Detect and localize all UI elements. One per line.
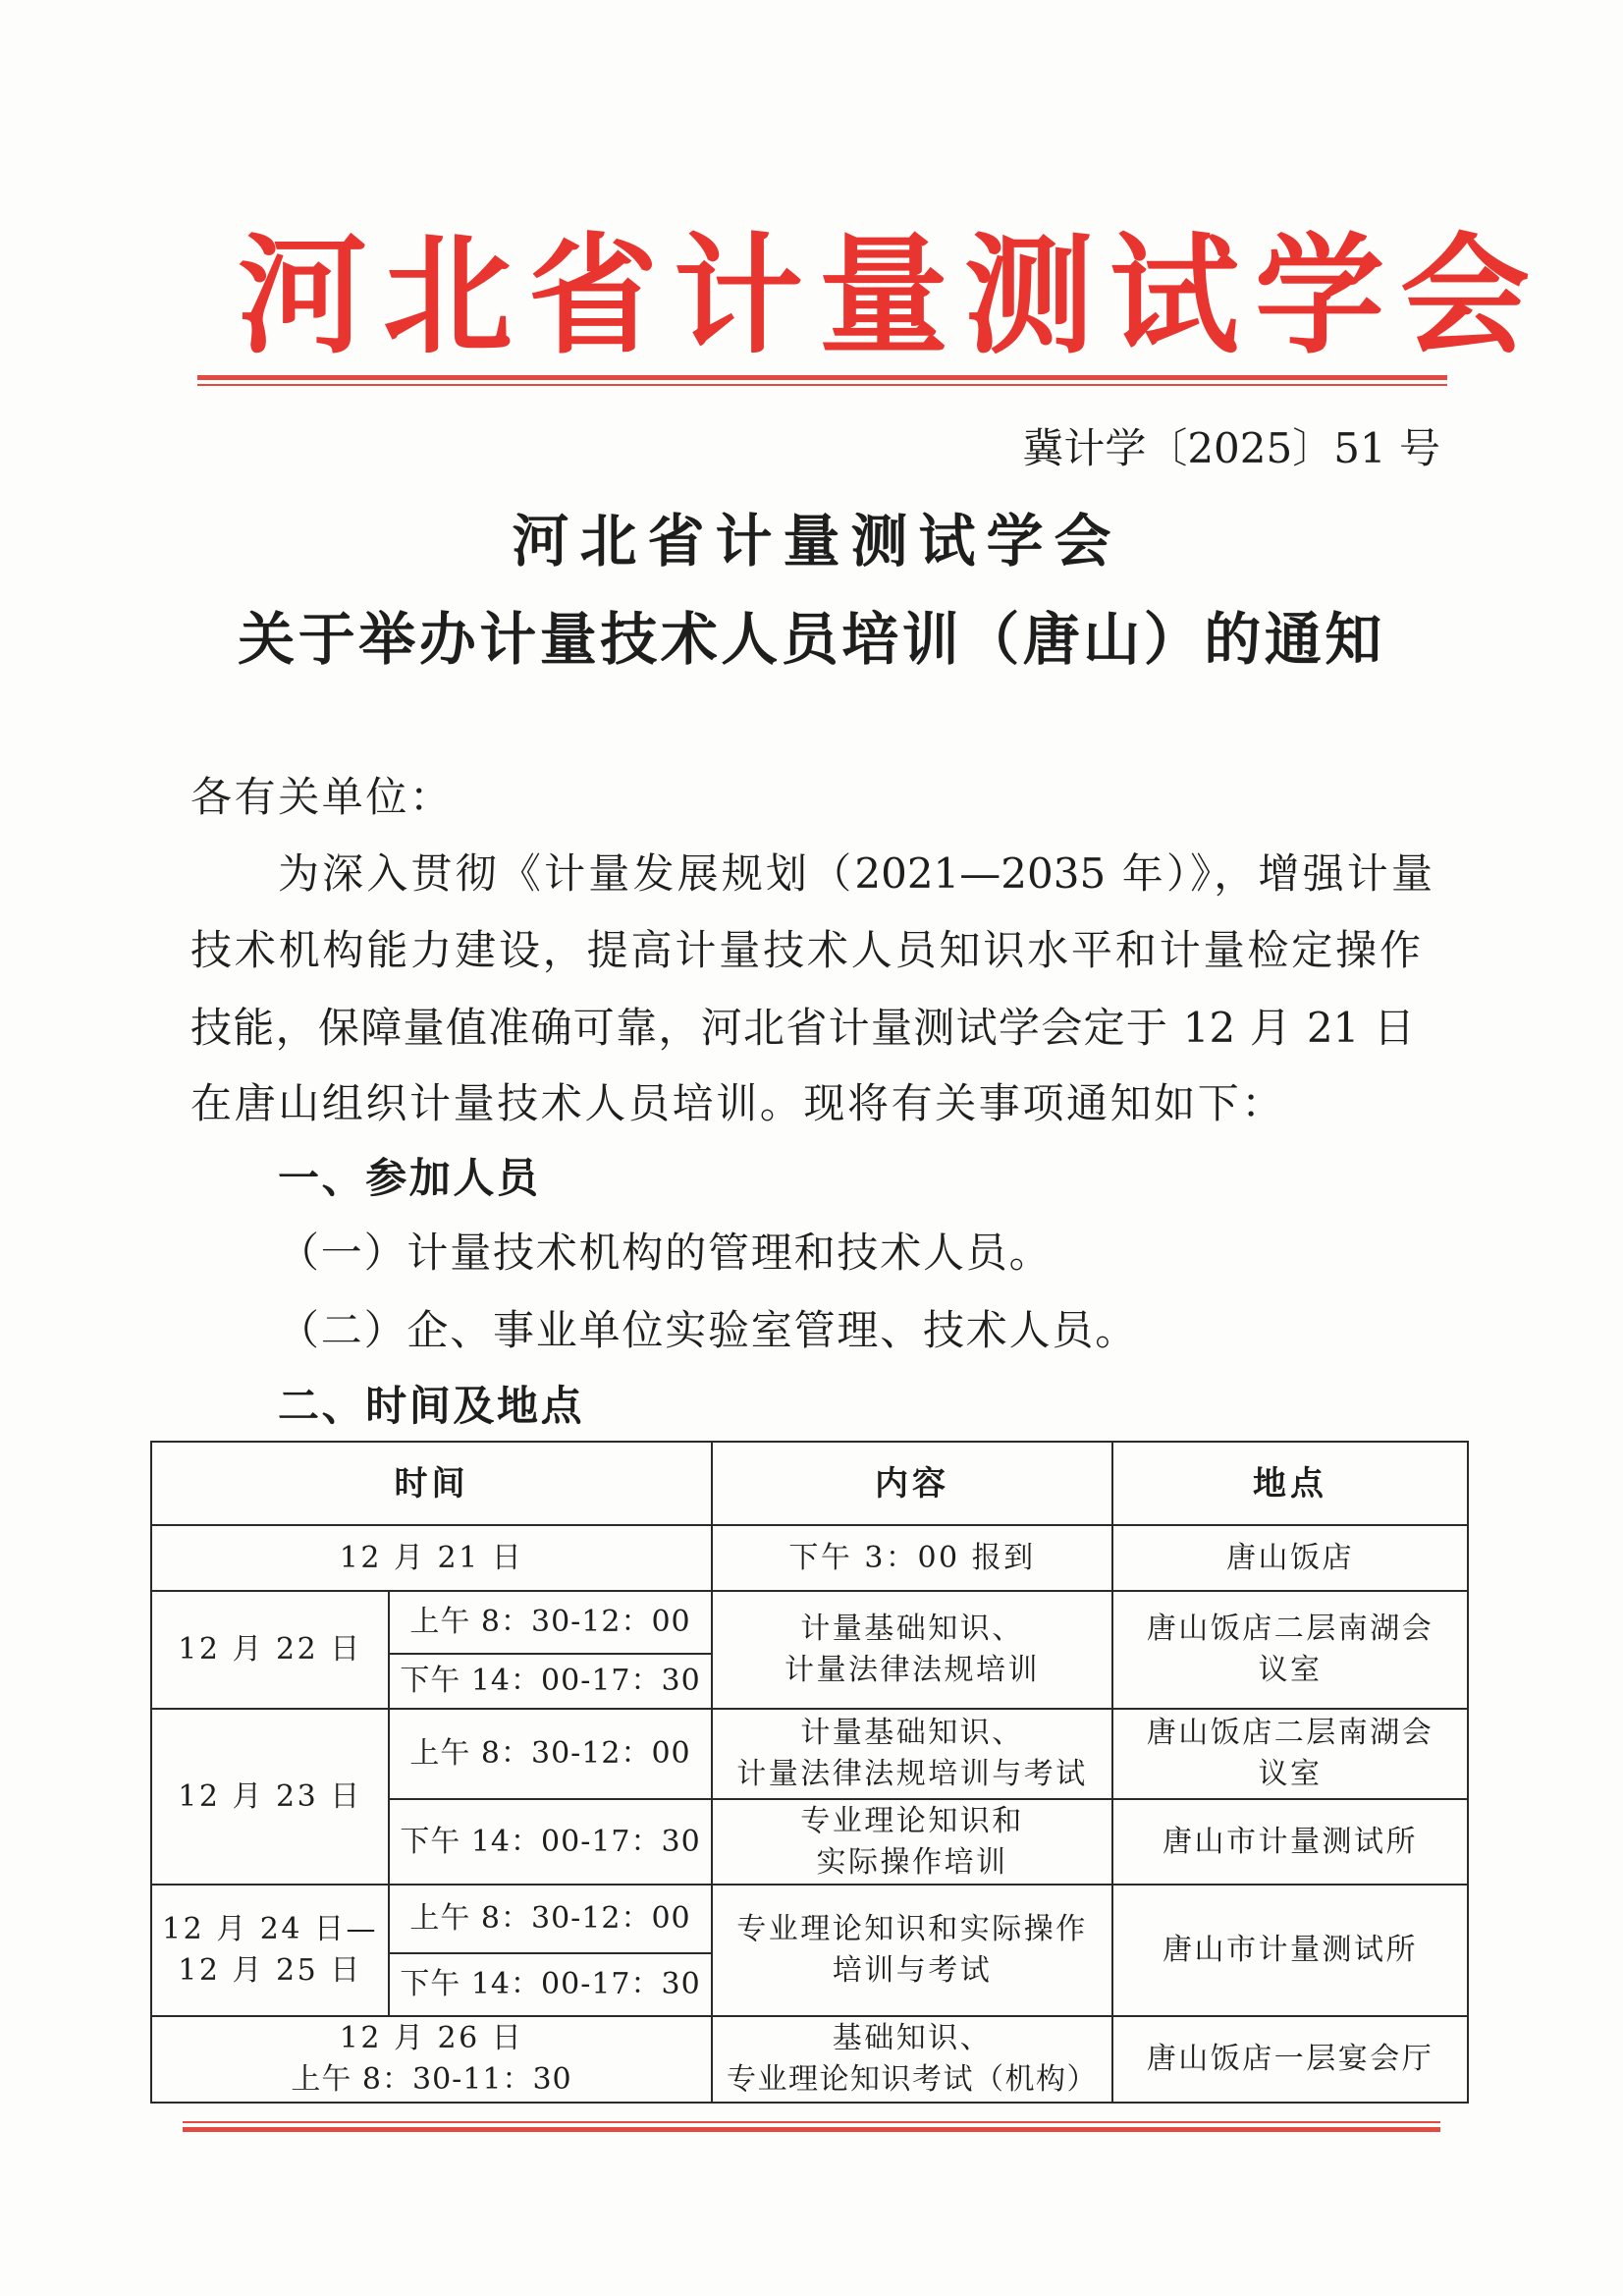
date-cell: 12 月 23 日 (151, 1709, 389, 1885)
table-row (151, 1709, 1468, 1799)
location-cell: 唐山饭店一层宴会厅 (1112, 2016, 1468, 2103)
content-line: 计量法律法规培训与考试 (736, 1757, 1088, 1791)
content-line: 计量基础知识、 (800, 1612, 1024, 1646)
content-line: 专业理论知识和 (800, 1803, 1024, 1838)
content-cell (712, 1799, 1112, 1885)
location-cell (1112, 1709, 1468, 1799)
document-number: 冀计学〔2025〕51 号 (1022, 424, 1440, 472)
time-cell: 上午 8：30-12：00 (389, 1709, 712, 1799)
location-cell: 唐山饭店 (1112, 1525, 1468, 1591)
table-row (151, 1525, 1468, 1591)
footer-rule-thick (183, 2127, 1440, 2132)
content-line: 实际操作培训 (816, 1844, 1008, 1880)
footer-rule-thin (183, 2121, 1440, 2123)
location-line: 议室 (1258, 1757, 1323, 1791)
table-row (151, 1885, 1468, 1953)
date-line: 12 月 24 日— (162, 1912, 378, 1946)
schedule-table (150, 1441, 1469, 2104)
content-cell (712, 1709, 1112, 1799)
content-cell (712, 1591, 1112, 1709)
header-time: 时间 (151, 1442, 712, 1525)
date-cell (151, 2016, 712, 2103)
table-row (151, 2016, 1468, 2103)
time-cell: 上午 8：30-12：00 (389, 1885, 712, 1953)
date-cell: 12 月 22 日 (151, 1591, 389, 1709)
content-line: 计量基础知识、 (800, 1716, 1024, 1750)
intro-line: 为深入贯彻《计量发展规划（2021—2035 年）》，增强计量 (278, 849, 1433, 898)
time-cell: 下午 14：00-17：30 (389, 1799, 712, 1885)
date-line: 12 月 26 日 (339, 2021, 524, 2055)
date-cell: 12 月 21 日 (151, 1525, 712, 1591)
location-line: 唐山饭店二层南湖会 (1146, 1716, 1434, 1750)
content-cell: 下午 3：00 报到 (712, 1525, 1112, 1591)
date-line: 12 月 25 日 (178, 1953, 362, 1988)
time-cell: 上午 8：30-12：00 (389, 1591, 712, 1654)
participant-item: （一）计量技术机构的管理和技术人员。 (278, 1229, 1053, 1277)
content-line: 基础知识、 (832, 2021, 993, 2055)
header-location: 地点 (1112, 1442, 1468, 1525)
location-cell (1112, 1591, 1468, 1709)
location-line: 议室 (1258, 1653, 1323, 1687)
participant-item: （二）企、事业单位实验室管理、技术人员。 (278, 1306, 1139, 1354)
content-line: 计量法律法规培训 (784, 1653, 1040, 1687)
intro-line: 技术机构能力建设，提高计量技术人员知识水平和计量检定操作 (190, 926, 1421, 974)
content-line: 专业理论知识和实际操作 (736, 1912, 1088, 1946)
header-content: 内容 (712, 1442, 1112, 1525)
location-cell: 唐山市计量测试所 (1112, 1885, 1468, 2016)
time-line: 上午 8：30-11：30 (291, 2062, 572, 2097)
content-cell (712, 2016, 1112, 2103)
location-cell: 唐山市计量测试所 (1112, 1799, 1468, 1885)
title-line-2: 关于举办计量技术人员培训（唐山）的通知 (238, 606, 1385, 673)
title-line-1: 河北省计量测试学会 (512, 508, 1122, 574)
time-cell: 下午 14：00-17：30 (389, 1953, 712, 2016)
salutation: 各有关单位： (190, 773, 454, 821)
table-row (151, 1591, 1468, 1654)
section-heading-time-place: 二、时间及地点 (278, 1382, 585, 1430)
section-heading-participants: 一、参加人员 (278, 1154, 541, 1202)
content-cell (712, 1885, 1112, 2016)
content-line: 培训与考试 (832, 1953, 993, 1988)
letterhead-rule-thin (197, 384, 1447, 386)
intro-line: 在唐山组织计量技术人员培训。现将有关事项通知如下： (190, 1079, 1286, 1127)
content-line: 专业理论知识考试（机构） (727, 2062, 1098, 2097)
intro-line: 技能，保障量值准确可靠，河北省计量测试学会定于 12 月 21 日 (190, 1004, 1415, 1052)
date-cell (151, 1885, 389, 2016)
letterhead-organization: 河北省计量测试学会 (238, 220, 1545, 372)
time-cell: 下午 14：00-17：30 (389, 1654, 712, 1709)
location-line: 唐山饭店二层南湖会 (1146, 1612, 1434, 1646)
letterhead-rule-thick (197, 375, 1447, 380)
table-header-row (151, 1442, 1468, 1525)
